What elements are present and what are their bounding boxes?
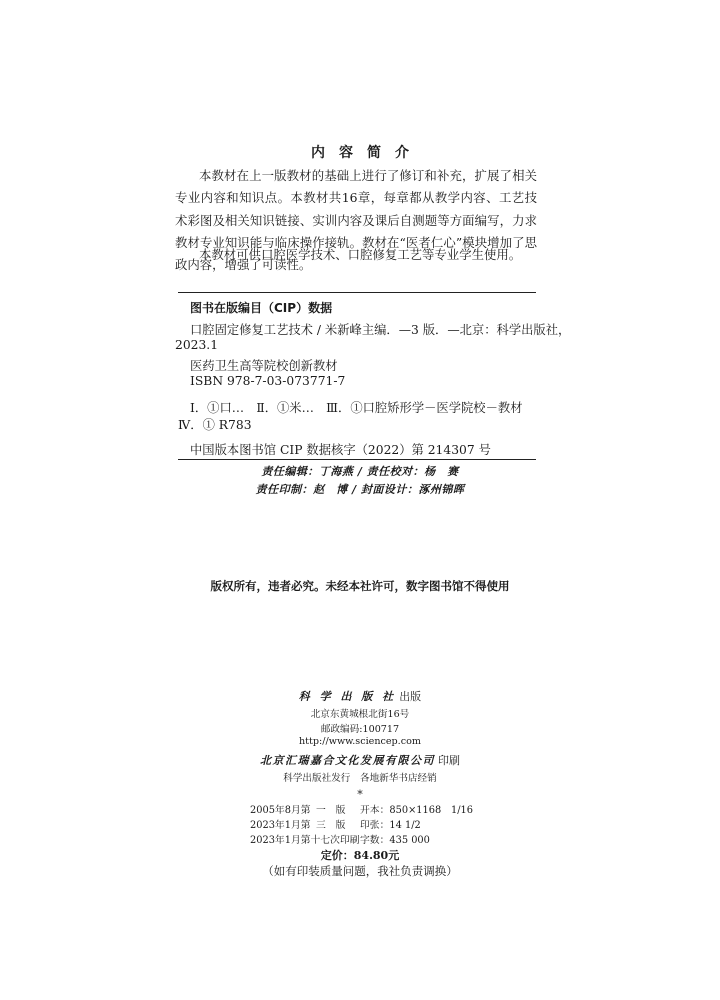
publisher-name: 科 学 出 版 社 [298,690,397,703]
spec-date: 2005年8月第 [250,805,311,816]
cip-top-rule [178,292,536,293]
spec-detail: 印张：14 1/2 [360,820,421,831]
editors-line-1: 责任编辑：丁海燕 / 责任校对：杨 赛 [261,465,459,478]
summary-paragraph-1: 本教材在上一版教材的基础上进行了修订和补充，扩展了相关专业内容和知识点。本教材共16章，每章都从教学内容、工艺技术彩图及相关知识链接、实训内容及课后自测题等方面编写，力求教材专业知识能与临床操作接轨。教材在“医者仁心”模块增加了思政内容，增强了可读性。 [175,168,537,273]
publisher-suffix: 出版 [399,690,422,703]
cip-heading: 图书在版编目（CIP）数据 [190,301,333,315]
cip-bottom-rule [178,459,536,460]
spec-row [250,802,473,816]
cip-year-line: 2023.1 [175,338,219,352]
quality-note: （如有印装质量问题，我社负责调换） [262,864,458,878]
summary-title: 内容简介 [311,145,423,161]
price: 定价：84.80元 [320,849,400,862]
cip-record-number: 中国版本图书馆 CIP 数据核字（2022）第 214307 号 [190,443,491,457]
publisher-line [0,688,720,704]
spec-row [250,817,421,831]
spec-date: 2023年1月第十七次印刷 [250,835,360,846]
spec-date: 2023年1月第 [250,820,311,831]
copyright-notice: 版权所有，违者必究。未经本社许可，数字图书馆不得使用 [210,579,510,593]
distribution-line: 科学出版社发行 各地新华书店经销 [283,773,437,784]
publisher-address: 北京东黄城根北街16号 [310,709,410,720]
printer-line [0,752,720,768]
cip-title-line: 口腔固定修复工艺技术 / 米新峰主编．—3 版．—北京：科学出版社， [190,323,571,337]
cip-series-line: 医药卫生高等院校创新教材 [190,359,338,373]
printer-suffix: 印刷 [438,754,461,767]
editors-line-2: 责任印制：赵 博 / 封面设计：涿州锦晖 [255,483,465,496]
printer-name: 北京汇瑞嘉合文化发展有限公司 [259,754,435,767]
spec-edition: 一 版 [316,805,346,816]
spec-edition: 三 版 [316,820,346,831]
publisher-postcode: 邮政编码:100717 [320,724,400,735]
spec-detail: 字数：435 000 [360,835,430,846]
spec-row [250,832,430,846]
spec-detail: 开本：850×1168 1/16 [360,805,474,816]
cip-isbn: ISBN 978-7-03-073771-7 [190,374,346,388]
cip-classification-2: Ⅳ．① R783 [178,418,252,432]
publisher-url: http://www.sciencep.com [299,736,421,747]
summary-paragraph-2: 本教材可供口腔医学技术、口腔修复工艺等专业学生使用。 [199,247,522,262]
separator-star: * [357,788,363,801]
cip-classification-1: Ⅰ．①口… Ⅱ．①米… Ⅲ．①口腔矫形学－医学院校－教材 [190,401,523,415]
